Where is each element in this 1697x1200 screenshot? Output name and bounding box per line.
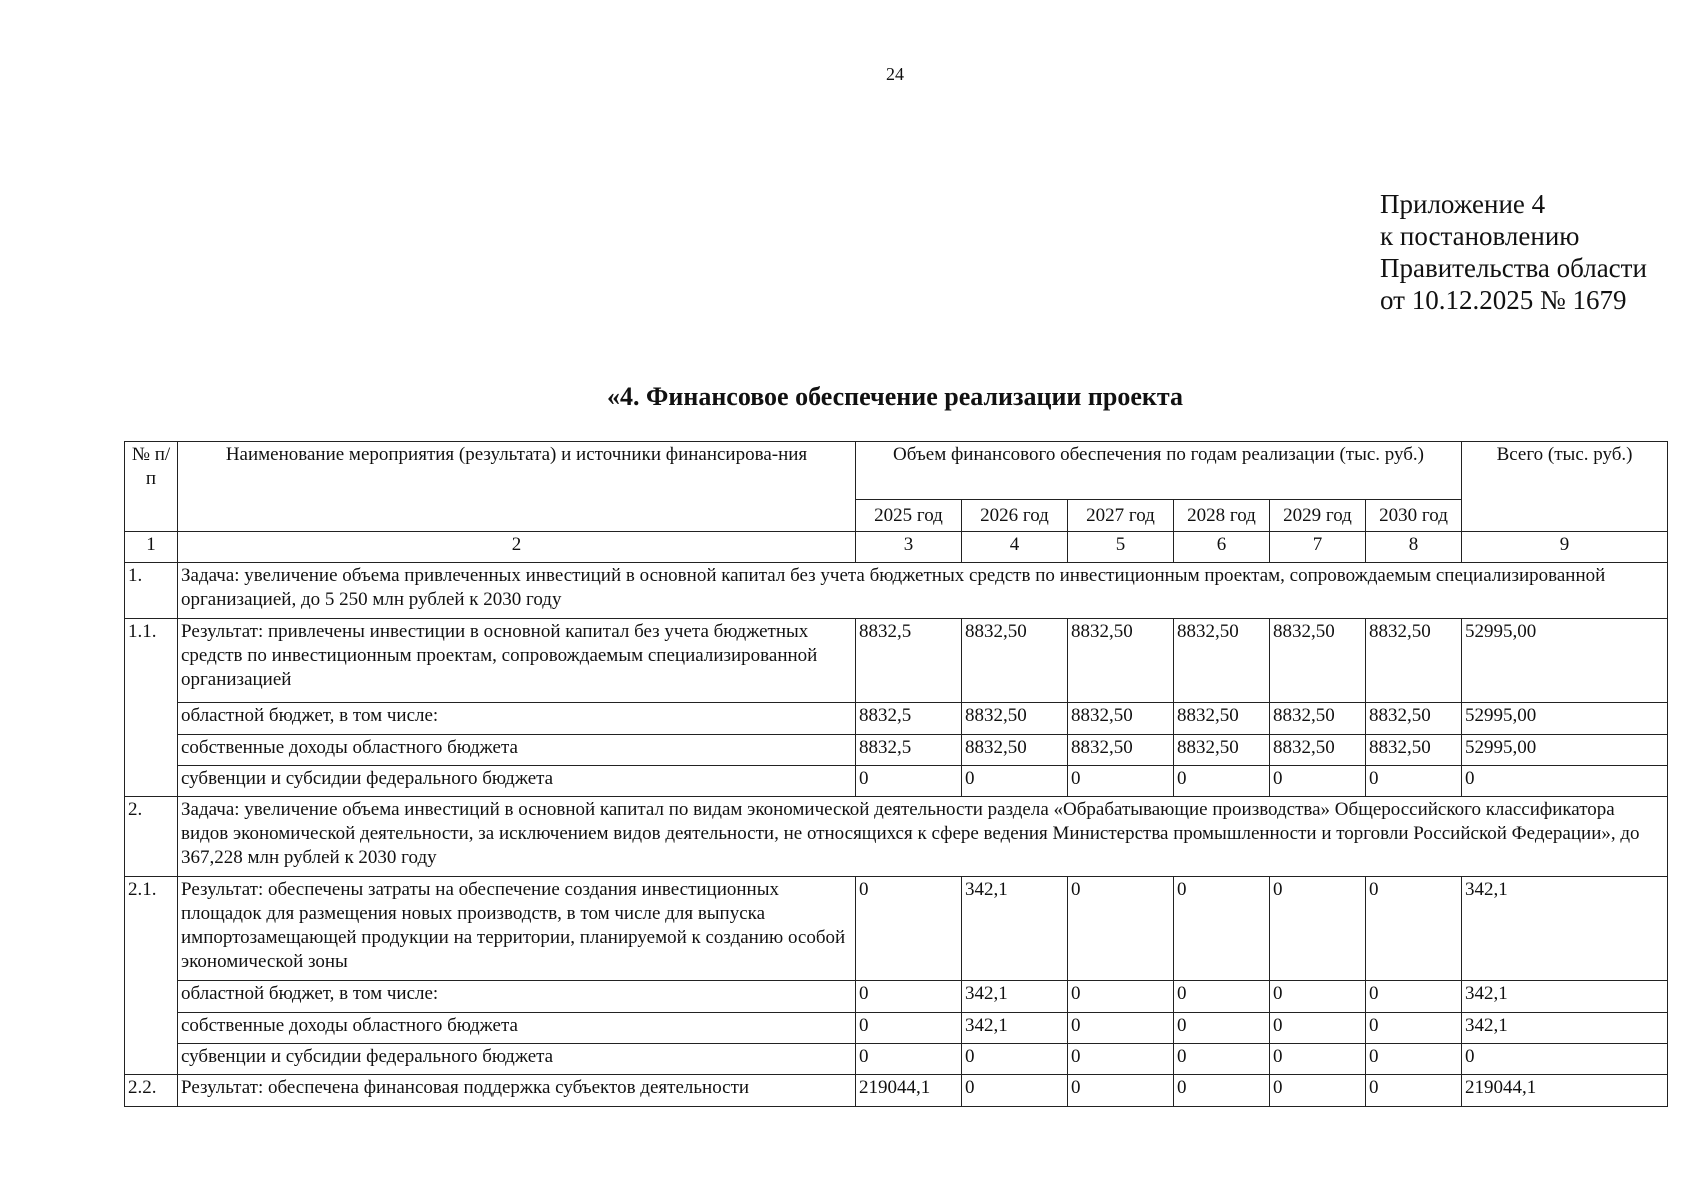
year-value-cell: 8832,50 <box>1068 703 1174 735</box>
year-value-cell: 0 <box>1270 766 1366 797</box>
column-number: 1 <box>125 532 178 563</box>
funding-source-row <box>125 766 1668 797</box>
year-value-cell: 0 <box>856 981 962 1013</box>
year-value-cell: 8832,50 <box>962 703 1068 735</box>
section-title: «4. Финансовое обеспечение реализации проекта <box>607 382 1183 411</box>
task-text: Задача: увеличение объема инвестиций в основной капитал по видам экономической деятельности раздела «Обрабатывающие производства» Общероссийского классификатора видов экономической деятельности, за исключением видов деятельности, не относящихся к сфере ведения Министерства промышленности и торговли Российской Федерации», до 367,228 млн рублей к 2030 году <box>178 797 1668 877</box>
year-value-cell: 0 <box>856 877 962 981</box>
header-row <box>125 442 1668 500</box>
total-cell: 52995,00 <box>1462 703 1668 735</box>
funding-source-row <box>125 1044 1668 1075</box>
year-value-cell: 342,1 <box>962 1013 1068 1044</box>
result-number: 2.1. <box>125 877 178 1075</box>
year-value-cell: 0 <box>856 1044 962 1075</box>
total-cell: 342,1 <box>1462 981 1668 1013</box>
funding-source-row <box>125 1013 1668 1044</box>
year-value-cell: 0 <box>1366 1075 1462 1107</box>
year-value-cell: 0 <box>962 1044 1068 1075</box>
year-value-cell: 8832,50 <box>1068 735 1174 766</box>
year-value-cell: 0 <box>1366 877 1462 981</box>
total-cell: 52995,00 <box>1462 619 1668 703</box>
year-value-cell: 0 <box>1270 981 1366 1013</box>
funding-source-label: субвенции и субсидии федерального бюджета <box>178 766 856 797</box>
year-value-cell: 0 <box>1174 981 1270 1013</box>
year-value-cell: 0 <box>1068 981 1174 1013</box>
total-cell: 0 <box>1462 766 1668 797</box>
total-cell: 342,1 <box>1462 877 1668 981</box>
header-year: 2025 год <box>856 500 962 532</box>
header-total: Всего (тыс. руб.) <box>1462 442 1668 532</box>
year-value-cell: 0 <box>1366 981 1462 1013</box>
year-value-cell: 342,1 <box>962 877 1068 981</box>
header-year: 2028 год <box>1174 500 1270 532</box>
year-value-cell: 0 <box>1366 1013 1462 1044</box>
year-value-cell: 0 <box>1366 766 1462 797</box>
year-value-cell: 8832,5 <box>856 703 962 735</box>
year-value-cell: 0 <box>962 1075 1068 1107</box>
year-value-cell: 8832,50 <box>962 619 1068 703</box>
column-number: 7 <box>1270 532 1366 563</box>
year-value-cell: 8832,50 <box>1174 703 1270 735</box>
header-year: 2026 год <box>962 500 1068 532</box>
total-cell: 342,1 <box>1462 1013 1668 1044</box>
year-value-cell: 0 <box>1174 766 1270 797</box>
year-value-cell: 0 <box>1270 877 1366 981</box>
table-body <box>125 442 1668 1107</box>
appendix-line: к постановлению <box>1380 221 1580 251</box>
appendix-line: от 10.12.2025 № 1679 <box>1380 285 1627 315</box>
year-value-cell: 8832,50 <box>1068 619 1174 703</box>
year-value-cell: 219044,1 <box>856 1075 962 1107</box>
funding-source-label: областной бюджет, в том числе: <box>178 703 856 735</box>
year-value-cell: 0 <box>1174 1013 1270 1044</box>
financing-table <box>124 441 1668 1107</box>
funding-source-label: собственные доходы областного бюджета <box>178 1013 856 1044</box>
funding-source-label: собственные доходы областного бюджета <box>178 735 856 766</box>
task-row <box>125 563 1668 619</box>
appendix-block <box>1380 188 1647 316</box>
total-cell: 219044,1 <box>1462 1075 1668 1107</box>
year-value-cell: 0 <box>1270 1044 1366 1075</box>
year-value-cell: 342,1 <box>962 981 1068 1013</box>
year-value-cell: 8832,50 <box>1366 703 1462 735</box>
year-value-cell: 0 <box>1270 1013 1366 1044</box>
year-value-cell: 0 <box>962 766 1068 797</box>
year-value-cell: 0 <box>856 766 962 797</box>
year-value-cell: 8832,50 <box>1366 619 1462 703</box>
result-row <box>125 877 1668 981</box>
result-label: Результат: обеспечены затраты на обеспечение создания инвестиционных площадок для размещения новых производств, в том числе для выпуска импортозамещающей продукции на территории, планируемой к созданию особой экономической зоны <box>178 877 856 981</box>
task-number: 1. <box>125 563 178 619</box>
header-year: 2027 год <box>1068 500 1174 532</box>
year-value-cell: 0 <box>1068 877 1174 981</box>
result-label: Результат: обеспечена финансовая поддержка субъектов деятельности <box>178 1075 856 1107</box>
header-volume: Объем финансового обеспечения по годам реализации (тыс. руб.) <box>856 442 1462 500</box>
appendix-line: Правительства области <box>1380 253 1647 283</box>
column-number: 9 <box>1462 532 1668 563</box>
page-number: 24 <box>886 64 904 84</box>
year-value-cell: 0 <box>1068 766 1174 797</box>
year-value-cell: 0 <box>856 1013 962 1044</box>
column-numbers-row <box>125 532 1668 563</box>
year-value-cell: 0 <box>1174 1075 1270 1107</box>
header-year: 2030 год <box>1366 500 1462 532</box>
year-value-cell: 0 <box>1366 1044 1462 1075</box>
year-value-cell: 8832,50 <box>962 735 1068 766</box>
header-name: Наименование мероприятия (результата) и источники финансирова-ния <box>178 442 856 532</box>
result-label: Результат: привлечены инвестиции в основной капитал без учета бюджетных средств по инвестиционным проектам, сопровождаемым специализированной организацией <box>178 619 856 703</box>
result-number: 2.2. <box>125 1075 178 1107</box>
column-number: 8 <box>1366 532 1462 563</box>
total-cell: 52995,00 <box>1462 735 1668 766</box>
year-value-cell: 0 <box>1068 1013 1174 1044</box>
year-value-cell: 8832,50 <box>1270 619 1366 703</box>
year-value-cell: 8832,50 <box>1174 735 1270 766</box>
task-text: Задача: увеличение объема привлеченных инвестиций в основной капитал без учета бюджетных средств по инвестиционным проектам, сопровождаемым специализированной организацией, до 5 250 млн рублей к 2030 году <box>178 563 1668 619</box>
funding-source-row <box>125 981 1668 1013</box>
funding-source-label: субвенции и субсидии федерального бюджета <box>178 1044 856 1075</box>
column-number: 4 <box>962 532 1068 563</box>
year-value-cell: 0 <box>1174 877 1270 981</box>
year-value-cell: 0 <box>1068 1044 1174 1075</box>
year-value-cell: 8832,50 <box>1174 619 1270 703</box>
column-number: 6 <box>1174 532 1270 563</box>
result-number: 1.1. <box>125 619 178 797</box>
year-value-cell: 8832,50 <box>1366 735 1462 766</box>
year-value-cell: 0 <box>1068 1075 1174 1107</box>
year-value-cell: 8832,50 <box>1270 735 1366 766</box>
result-row <box>125 1075 1668 1107</box>
year-value-cell: 0 <box>1270 1075 1366 1107</box>
column-number: 2 <box>178 532 856 563</box>
funding-source-row <box>125 735 1668 766</box>
column-number: 5 <box>1068 532 1174 563</box>
header-year: 2029 год <box>1270 500 1366 532</box>
column-number: 3 <box>856 532 962 563</box>
funding-source-row <box>125 703 1668 735</box>
year-value-cell: 8832,5 <box>856 735 962 766</box>
task-row <box>125 797 1668 877</box>
header-num: № п/п <box>125 442 178 532</box>
year-value-cell: 0 <box>1174 1044 1270 1075</box>
total-cell: 0 <box>1462 1044 1668 1075</box>
funding-source-label: областной бюджет, в том числе: <box>178 981 856 1013</box>
appendix-line: Приложение 4 <box>1380 189 1546 219</box>
task-number: 2. <box>125 797 178 877</box>
result-row <box>125 619 1668 703</box>
year-value-cell: 8832,50 <box>1270 703 1366 735</box>
year-value-cell: 8832,5 <box>856 619 962 703</box>
